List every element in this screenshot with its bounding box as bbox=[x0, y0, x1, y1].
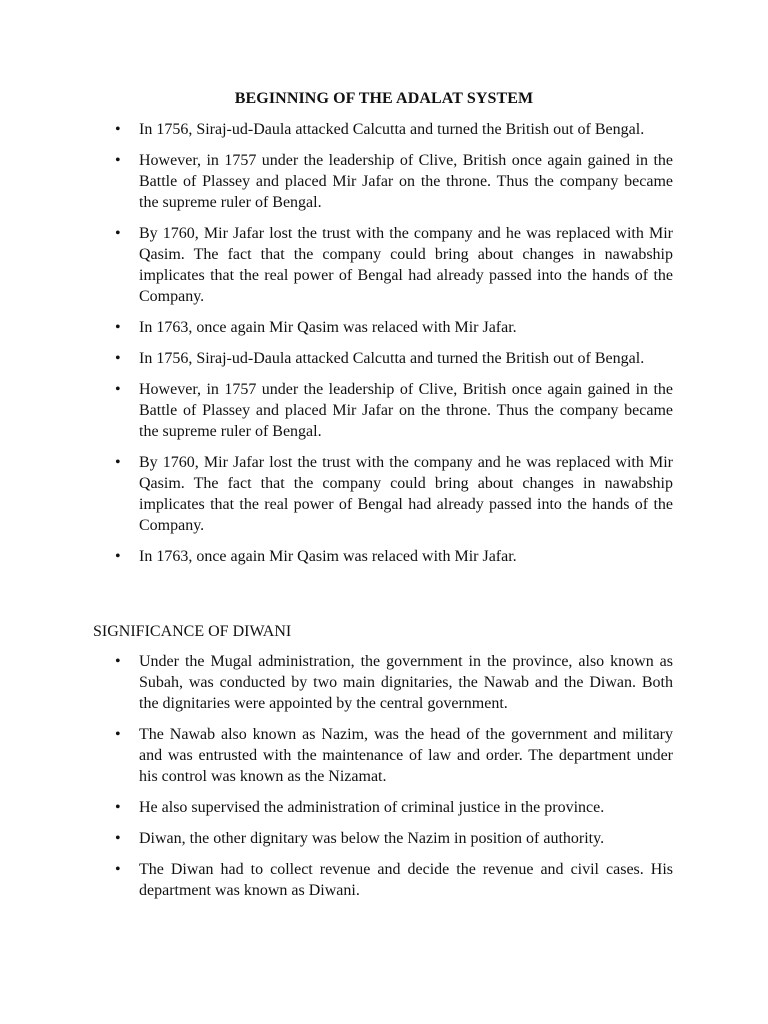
diwani-list-item bbox=[0, 797, 768, 818]
bullet-text: The Nawab also known as Nazim, was the head of the government and military and was entrusted with the maintenance of law and order. The department under his control was known as the Nizamat. bbox=[139, 726, 673, 785]
bullet-text: However, in 1757 under the leadership of Clive, British once again gained in the Battle of Plassey and placed Mir Jafar on the throne. Thus the company became the supreme ruler of Bengal. bbox=[139, 381, 673, 440]
bullet-icon: • bbox=[115, 548, 121, 565]
bullet-icon: • bbox=[115, 225, 121, 242]
adalat-list-item bbox=[0, 452, 768, 536]
bullet-icon: • bbox=[115, 381, 121, 398]
adalat-list-item bbox=[0, 379, 768, 442]
bullet-icon: • bbox=[115, 319, 121, 336]
bullet-text: By 1760, Mir Jafar lost the trust with the company and he was replaced with Mir Qasim. The fact that the company could bring about changes in nawabship implicates that the real power of Bengal had already passed into the hands of the Company. bbox=[139, 454, 673, 534]
adalat-list-item bbox=[0, 150, 768, 213]
diwani-list-item bbox=[0, 651, 768, 714]
document-title: BEGINNING OF THE ADALAT SYSTEM bbox=[234, 90, 534, 107]
bullet-icon: • bbox=[115, 726, 121, 743]
bullet-text: In 1763, once again Mir Qasim was relaced with Mir Jafar. bbox=[139, 319, 517, 336]
bullet-text: Diwan, the other dignitary was below the Nazim in position of authority. bbox=[139, 830, 605, 847]
adalat-list-item bbox=[0, 223, 768, 307]
diwani-bullet-list bbox=[0, 651, 768, 911]
bullet-icon: • bbox=[115, 799, 121, 816]
diwani-list-item bbox=[0, 859, 768, 901]
section-heading-diwani: SIGNIFICANCE OF DIWANI bbox=[93, 623, 292, 640]
bullet-text: He also supervised the administration of criminal justice in the province. bbox=[139, 799, 605, 816]
bullet-icon: • bbox=[115, 830, 121, 847]
bullet-icon: • bbox=[115, 653, 121, 670]
bullet-icon: • bbox=[115, 152, 121, 169]
bullet-text: In 1756, Siraj-ud-Daula attacked Calcutta and turned the British out of Bengal. bbox=[139, 350, 645, 367]
bullet-text: Under the Mugal administration, the government in the province, also known as Subah, was conducted by two main dignitaries, the Nawab and the Diwan. Both the dignitaries were appointed by the central government. bbox=[139, 653, 673, 712]
bullet-text: However, in 1757 under the leadership of Clive, British once again gained in the Battle of Plassey and placed Mir Jafar on the throne. Thus the company became the supreme ruler of Bengal. bbox=[139, 152, 673, 211]
bullet-icon: • bbox=[115, 350, 121, 367]
bullet-text: In 1763, once again Mir Qasim was relaced with Mir Jafar. bbox=[139, 548, 517, 565]
bullet-text: In 1756, Siraj-ud-Daula attacked Calcutta and turned the British out of Bengal. bbox=[139, 121, 645, 138]
bullet-icon: • bbox=[115, 861, 121, 878]
diwani-list-item bbox=[0, 724, 768, 787]
adalat-list-item bbox=[0, 546, 768, 567]
adalat-list-item bbox=[0, 348, 768, 369]
adalat-list-item bbox=[0, 119, 768, 140]
bullet-icon: • bbox=[115, 454, 121, 471]
bullet-text: The Diwan had to collect revenue and decide the revenue and civil cases. His department was known as Diwani. bbox=[139, 861, 673, 899]
bullet-text: By 1760, Mir Jafar lost the trust with the company and he was replaced with Mir Qasim. The fact that the company could bring about changes in nawabship implicates that the real power of Bengal had already passed into the hands of the Company. bbox=[139, 225, 673, 305]
diwani-list-item bbox=[0, 828, 768, 849]
bullet-icon: • bbox=[115, 121, 121, 138]
adalat-bullet-list bbox=[0, 119, 768, 577]
adalat-list-item bbox=[0, 317, 768, 338]
